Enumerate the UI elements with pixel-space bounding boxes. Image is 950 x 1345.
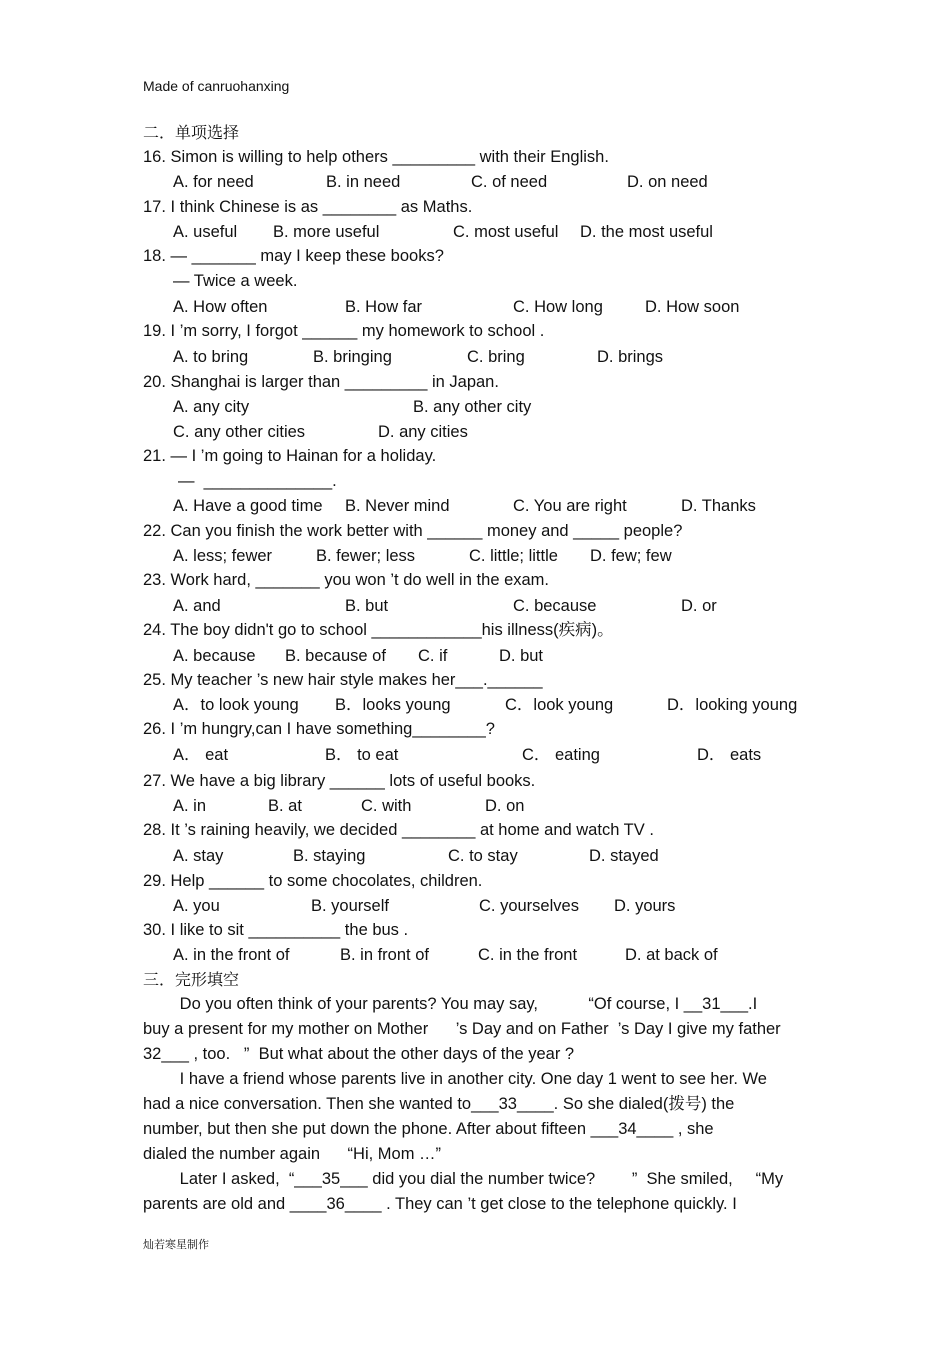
q28-option-d: D. stayed <box>589 847 659 865</box>
cloze-line-3: 32___ , too. ” But what about the other days of the year ? <box>143 1045 575 1063</box>
q22-option-d: D. few; few <box>590 547 672 565</box>
q25-option-d: D．looking young <box>667 696 798 714</box>
q28-option-b: B. staying <box>293 847 366 865</box>
q23-option-a: A. and <box>173 597 221 615</box>
section-title-choice: 二．单项选择 <box>143 123 240 142</box>
q30-option-a: A. in the front of <box>173 946 290 964</box>
q16-option-c: C. of need <box>471 173 548 191</box>
q24-option-c: C. if <box>418 647 448 665</box>
q27-option-a: A. in <box>173 797 207 815</box>
question-30: 30. I like to sit __________ the bus . <box>143 921 409 939</box>
q29-option-a: A. you <box>173 897 220 915</box>
q20-option-d: D. any cities <box>378 423 468 441</box>
q21-option-a: A. Have a good time <box>173 497 323 515</box>
q24-option-a: A. because <box>173 647 256 665</box>
cloze-line-4: I have a friend whose parents live in another city. One day 1 went to see her. We <box>143 1070 767 1088</box>
question-27: 27. We have a big library ______ lots of useful books. <box>143 772 536 790</box>
question-22: 22. Can you finish the work better with ______ money and _____ people? <box>143 522 683 540</box>
question-17: 17. I think Chinese is as ________ as Maths. <box>143 198 473 216</box>
q29-option-d: D. yours <box>614 897 676 915</box>
q26-option-b: B． to eat <box>325 746 399 764</box>
cloze-line-9: parents are old and ____36____ . They can ’t get close to the telephone quickly. I <box>143 1195 737 1213</box>
question-28: 28. It ’s raining heavily, we decided ________ at home and watch TV . <box>143 821 654 839</box>
q16-option-d: D. on need <box>627 173 708 191</box>
q23-option-d: D. or <box>681 597 717 615</box>
q27-option-c: C. with <box>361 797 412 815</box>
question-18: 18. — _______ may I keep these books? <box>143 247 444 265</box>
q26-option-c: C． eating <box>522 746 600 764</box>
question-16: 16. Simon is willing to help others _________ with their English. <box>143 148 609 166</box>
q28-option-a: A. stay <box>173 847 224 865</box>
q18-option-b: B. How far <box>345 298 423 316</box>
q25-option-a: A．to look young <box>173 696 299 714</box>
page-header: Made of canruohanxing <box>143 78 290 94</box>
cloze-line-8: Later I asked, “___35___ did you dial the number twice? ” She smiled, “My <box>143 1170 784 1188</box>
q30-option-c: C. in the front <box>478 946 578 964</box>
q27-option-d: D. on <box>485 797 525 815</box>
cloze-line-1: Do you often think of your parents? You may say, “Of course, I __31___.I <box>143 995 758 1013</box>
q16-option-a: A. for need <box>173 173 254 191</box>
q17-option-d: D. the most useful <box>580 223 713 241</box>
question-19: 19. I ’m sorry, I forgot ______ my homework to school . <box>143 322 545 340</box>
q25-option-b: B．looks young <box>335 696 451 714</box>
q19-option-c: C. bring <box>467 348 525 366</box>
q24-option-b: B. because of <box>285 647 386 665</box>
q20-option-a: A. any city <box>173 398 250 416</box>
q24-option-d: D. but <box>499 647 544 665</box>
question-23: 23. Work hard, _______ you won ’t do well in the exam. <box>143 571 550 589</box>
q19-option-a: A. to bring <box>173 348 249 366</box>
q16-option-b: B. in need <box>326 173 401 191</box>
q30-option-d: D. at back of <box>625 946 718 964</box>
q26-option-d: D． eats <box>697 746 762 764</box>
cloze-line-6: number, but then she put down the phone. After about fifteen ___34____ , she <box>143 1120 714 1138</box>
question-21: 21. — I ’m going to Hainan for a holiday. <box>143 447 437 465</box>
q23-option-c: C. because <box>513 597 597 615</box>
q28-option-c: C. to stay <box>448 847 518 865</box>
q20-option-c: C. any other cities <box>173 423 306 441</box>
q22-option-b: B. fewer; less <box>316 547 416 565</box>
question-25: 25. My teacher ’s new hair style makes her___.______ <box>143 671 543 689</box>
q30-option-b: B. in front of <box>340 946 429 964</box>
q17-option-a: A. useful <box>173 223 238 241</box>
cloze-line-2: buy a present for my mother on Mother ’s Day and on Father ’s Day I give my father <box>143 1020 781 1038</box>
q21-option-d: D. Thanks <box>681 497 756 515</box>
q19-option-b: B. bringing <box>313 348 392 366</box>
q18-option-d: D. How soon <box>645 298 740 316</box>
cloze-line-7: dialed the number again “Hi, Mom …” <box>143 1145 442 1163</box>
q25-option-c: C．look young <box>505 696 614 714</box>
q18-option-a: A. How often <box>173 298 268 316</box>
cloze-line-5: had a nice conversation. Then she wanted to___33____. So she dialed(拨号) the <box>143 1095 735 1113</box>
q26-option-a: A． eat <box>173 746 229 764</box>
question-21-reply: — ______________. <box>178 472 337 490</box>
q17-option-c: C. most useful <box>453 223 559 241</box>
section-title-cloze: 三．完形填空 <box>143 970 240 989</box>
q21-option-c: C. You are right <box>513 497 627 515</box>
q22-option-a: A. less; fewer <box>173 547 273 565</box>
question-20: 20. Shanghai is larger than _________ in Japan. <box>143 373 499 391</box>
q20-option-b: B. any other city <box>413 398 532 416</box>
q19-option-d: D. brings <box>597 348 664 366</box>
q21-option-b: B. Never mind <box>345 497 450 515</box>
page-footer: 灿若寒星制作 <box>143 1238 209 1251</box>
q23-option-b: B. but <box>345 597 389 615</box>
q18-option-c: C. How long <box>513 298 603 316</box>
question-24: 24. The boy didn't go to school ____________his illness(疾病)。 <box>143 621 614 639</box>
question-29: 29. Help ______ to some chocolates, children. <box>143 872 483 890</box>
question-18-reply: — Twice a week. <box>173 272 298 290</box>
q17-option-b: B. more useful <box>273 223 380 241</box>
q22-option-c: C. little; little <box>469 547 558 565</box>
q29-option-b: B. yourself <box>311 897 389 915</box>
question-26: 26. I ’m hungry,can I have something________? <box>143 720 495 738</box>
q27-option-b: B. at <box>268 797 302 815</box>
q29-option-c: C. yourselves <box>479 897 579 915</box>
